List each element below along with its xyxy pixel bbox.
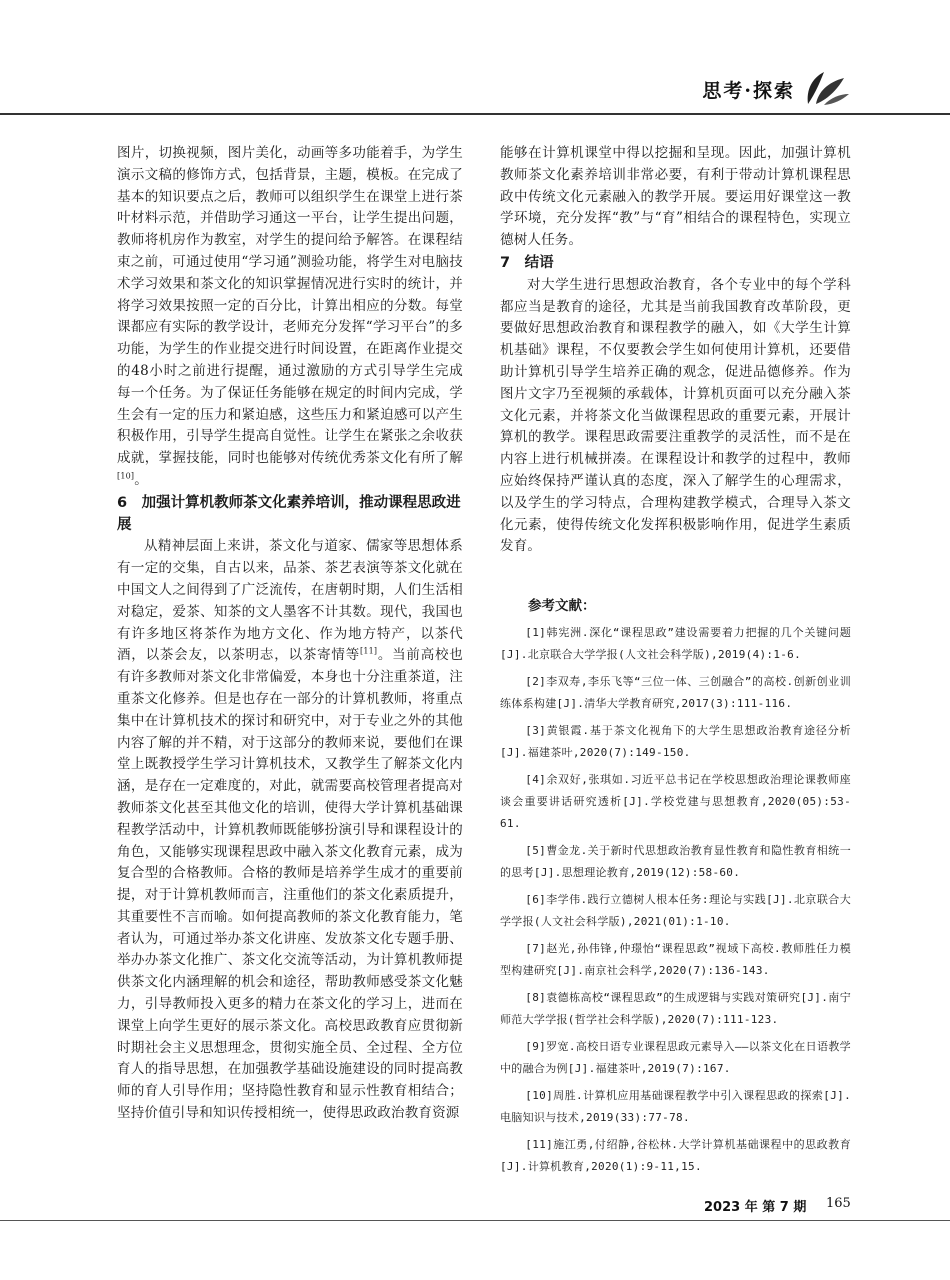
section-7-heading: 7 结语 [500,254,554,271]
citation: [10] [117,471,135,481]
reference-item: [9]罗宽.高校日语专业课程思政元素导入——以茶文化在日语教学中的融合为例[J].福建茶叶,2019(7):167. [500,1040,851,1076]
left-column [117,143,463,1125]
section-6-heading: 6 加强计算机教师茶文化素养培训，推动课程思政进展 [117,494,461,533]
section-7-paragraph: 对大学生进行思想政治教育，各个专业中的每个学科都应当是教育的途径，尤其是当前我国教育改革阶段，更要做好思想政治教育和课程教学的融入，如《大学生计算机基础》课程，不仅要教会学生如何使用计算机，还要借助计算机引导学生培养正确的观念，促进品德修养。作为图片文字乃至视频的承载体，计算机页面可以充分融入茶文化元素，并将茶文化当做课程思政的重要元素，开展计算机的教学。课程思政需要注重教学的灵活性，而不是在内容上进行机械拼凑。在课程设计和教学的过程中，教师应始终保持严谨认真的态度，深入了解学生的心理需求，以及学生的学习特点，合理构建教学模式，合理导入茶文化元素，使得传统文化发挥积极影响作用，促进学生素质发育。 [500,276,851,555]
citation: [11] [360,646,378,656]
right-column [500,143,851,1183]
reference-item: [6]李学伟.践行立德树人根本任务:理论与实践[J].北京联合大学学报(人文社会科学版),2021(01):1-10. [500,893,851,929]
reference-item: [11]施江勇,付绍静,谷松林.大学计算机基础课程中的思政教育[J].计算机教育,2020(1):9-11,15. [500,1138,851,1174]
reference-item: [5]曹金龙.关于新时代思想政治教育显性教育和隐性教育相统一的思考[J].思想理论教育,2019(12):58-60. [500,844,851,880]
footer-divider [0,1220,950,1221]
reference-item: [4]余双好,张琪如.习近平总书记在学校思想政治理论课教师座谈会重要讲话研究透析[J].学校党建与思想教育,2020(05):53-61. [500,773,851,831]
references-list [500,622,851,1178]
reference-item: [3]黄银霞.基于茶文化视角下的大学生思想政治教育途径分析[J].福建茶叶,2020(7):149-150. [500,724,851,760]
reference-item: [8]袁德栋高校“课程思政”的生成逻辑与实践对策研究[J].南宁师范大学学报(哲学社会科学版),2020(7):111-123. [500,991,851,1027]
paragraph-continued: 图片，切换视频，图片美化，动画等多功能着手，为学生演示文稿的修饰方式，包括背景，主题，模板。在完成了基本的知识要点之后，教师可以组织学生在课堂上进行茶叶材料示范，并借助学习通这一平台，让学生提出问题，教师将机房作为教室，对学生的提问给予解答。在课程结束之前，可通过使用“学习通”测验功能，将学生对电脑技术学习效果和茶文化的知识掌握情况进行实时的统计，并将学习效果按照一定的百分比，计算出相应的分数。每堂课都应有实际的教学设计，老师充分发挥“学习平台”的多功能，为学生的作业提交进行时间设置，在距离作业提交的48小时之前进行提醒，通过激励的方式引导学生完成每一个任务。为了保证任务能够在规定的时间内完成，学生会有一定的压力和紧迫感，这些压力和紧迫感可以产生积极作用，引导学生提高自觉性。让学生在紧张之余收获成就，掌握技能，同时也能够对传统优秀茶文化有所了解[10]。 [117,145,463,488]
reference-item: [2]李双寿,李乐飞等“三位一体、三创融合”的高校.创新创业训练体系构建[J].清华大学教育研究,2017(3):111-116. [500,675,851,711]
leaf-logo-icon [802,68,850,106]
section-6-paragraph: 从精神层面上来讲，茶文化与道家、儒家等思想体系有一定的交集，自古以来，品茶、茶艺表演等茶文化就在中国文人之间得到了广泛流传，在唐朝时期，人们生活相对稳定，爱茶、知茶的文人墨客不计其数。现代，我国也有许多地区将茶作为地方文化、作为地方特产，以茶代酒，以茶会友，以茶明志，以茶寄情等[11]。当前高校也有许多教师对茶文化非常偏爱，本身也十分注重茶道，注重茶文化修养。但是也存在一部分的计算机教师，将重点集中在计算机技术的探讨和研究中，对于专业之外的其他内容了解的并不精，对于这部分的教师来说，要他们在课堂上既教授学生学习计算机技术，又教学生了解茶文化内涵，是存在一定难度的，对此，就需要高校管理者提高对教师茶文化甚至其他文化的培训，使得大学计算机基础课程教学活动中，计算机教师既能够扮演引导和课程设计的角色，又能够实现课程思政中融入茶文化教育元素，成为复合型的合格教师。合格的教师是培养学生成才的重要前提，对于计算机教师而言，注重他们的茶文化素质提升，其重要性不言而喻。如何提高教师的茶文化教育能力，笔者认为，可通过举办茶文化讲座、发放茶文化专题手册、举办办茶文化推广、茶文化交流等活动，为计算机教师提供茶文化内涵理解的机会和途径，帮助教师感受茶文化魅力，引导教师投入更多的精力在茶文化的学习上，进而在课堂上向学生更好的展示茶文化。高校思政教育应贯彻新时期社会主义思想理念，贯彻实施全员、全过程、全方位育人的指导思想，在加强教学基础设施建设的同时提高教师的育人引导作用；坚持隐性教育和显示性教育相结合；坚持价值引导和知识传授相统一，使得思政政治教育资源 [117,538,463,1122]
page-number: 165 [826,1196,851,1211]
references-title: 参考文献： [528,598,596,615]
reference-item: [7]赵光,孙伟锋,仲璟怡“课程思政”视域下高校.教师胜任力模型构建研究[J].南京社会科学,2020(7):136-143. [500,942,851,978]
paragraph-continued: 能够在计算机课堂中得以挖掘和呈现。因此，加强计算机教师茶文化素养培训非常必要，有利于带动计算机课程思政中传统文化元素融入的教学开展。要运用好课堂这一教学环境，充分发挥“教”与“育”相结合的课程特色，实现立德树人任务。 [500,145,851,249]
reference-item: [10]周胜.计算机应用基础课程教学中引入课程思政的探索[J].电脑知识与技术,2019(33):77-78. [500,1089,851,1125]
section-title: 思考·探索 [702,80,795,102]
reference-item: [1]韩宪洲.深化“课程思政”建设需要着力把握的几个关键问题[J].北京联合大学学报(人文社会科学版),2019(4):1-6. [500,626,851,662]
issue-label: 2023 年 第 7 期 [704,1200,807,1215]
header-divider [0,113,950,115]
